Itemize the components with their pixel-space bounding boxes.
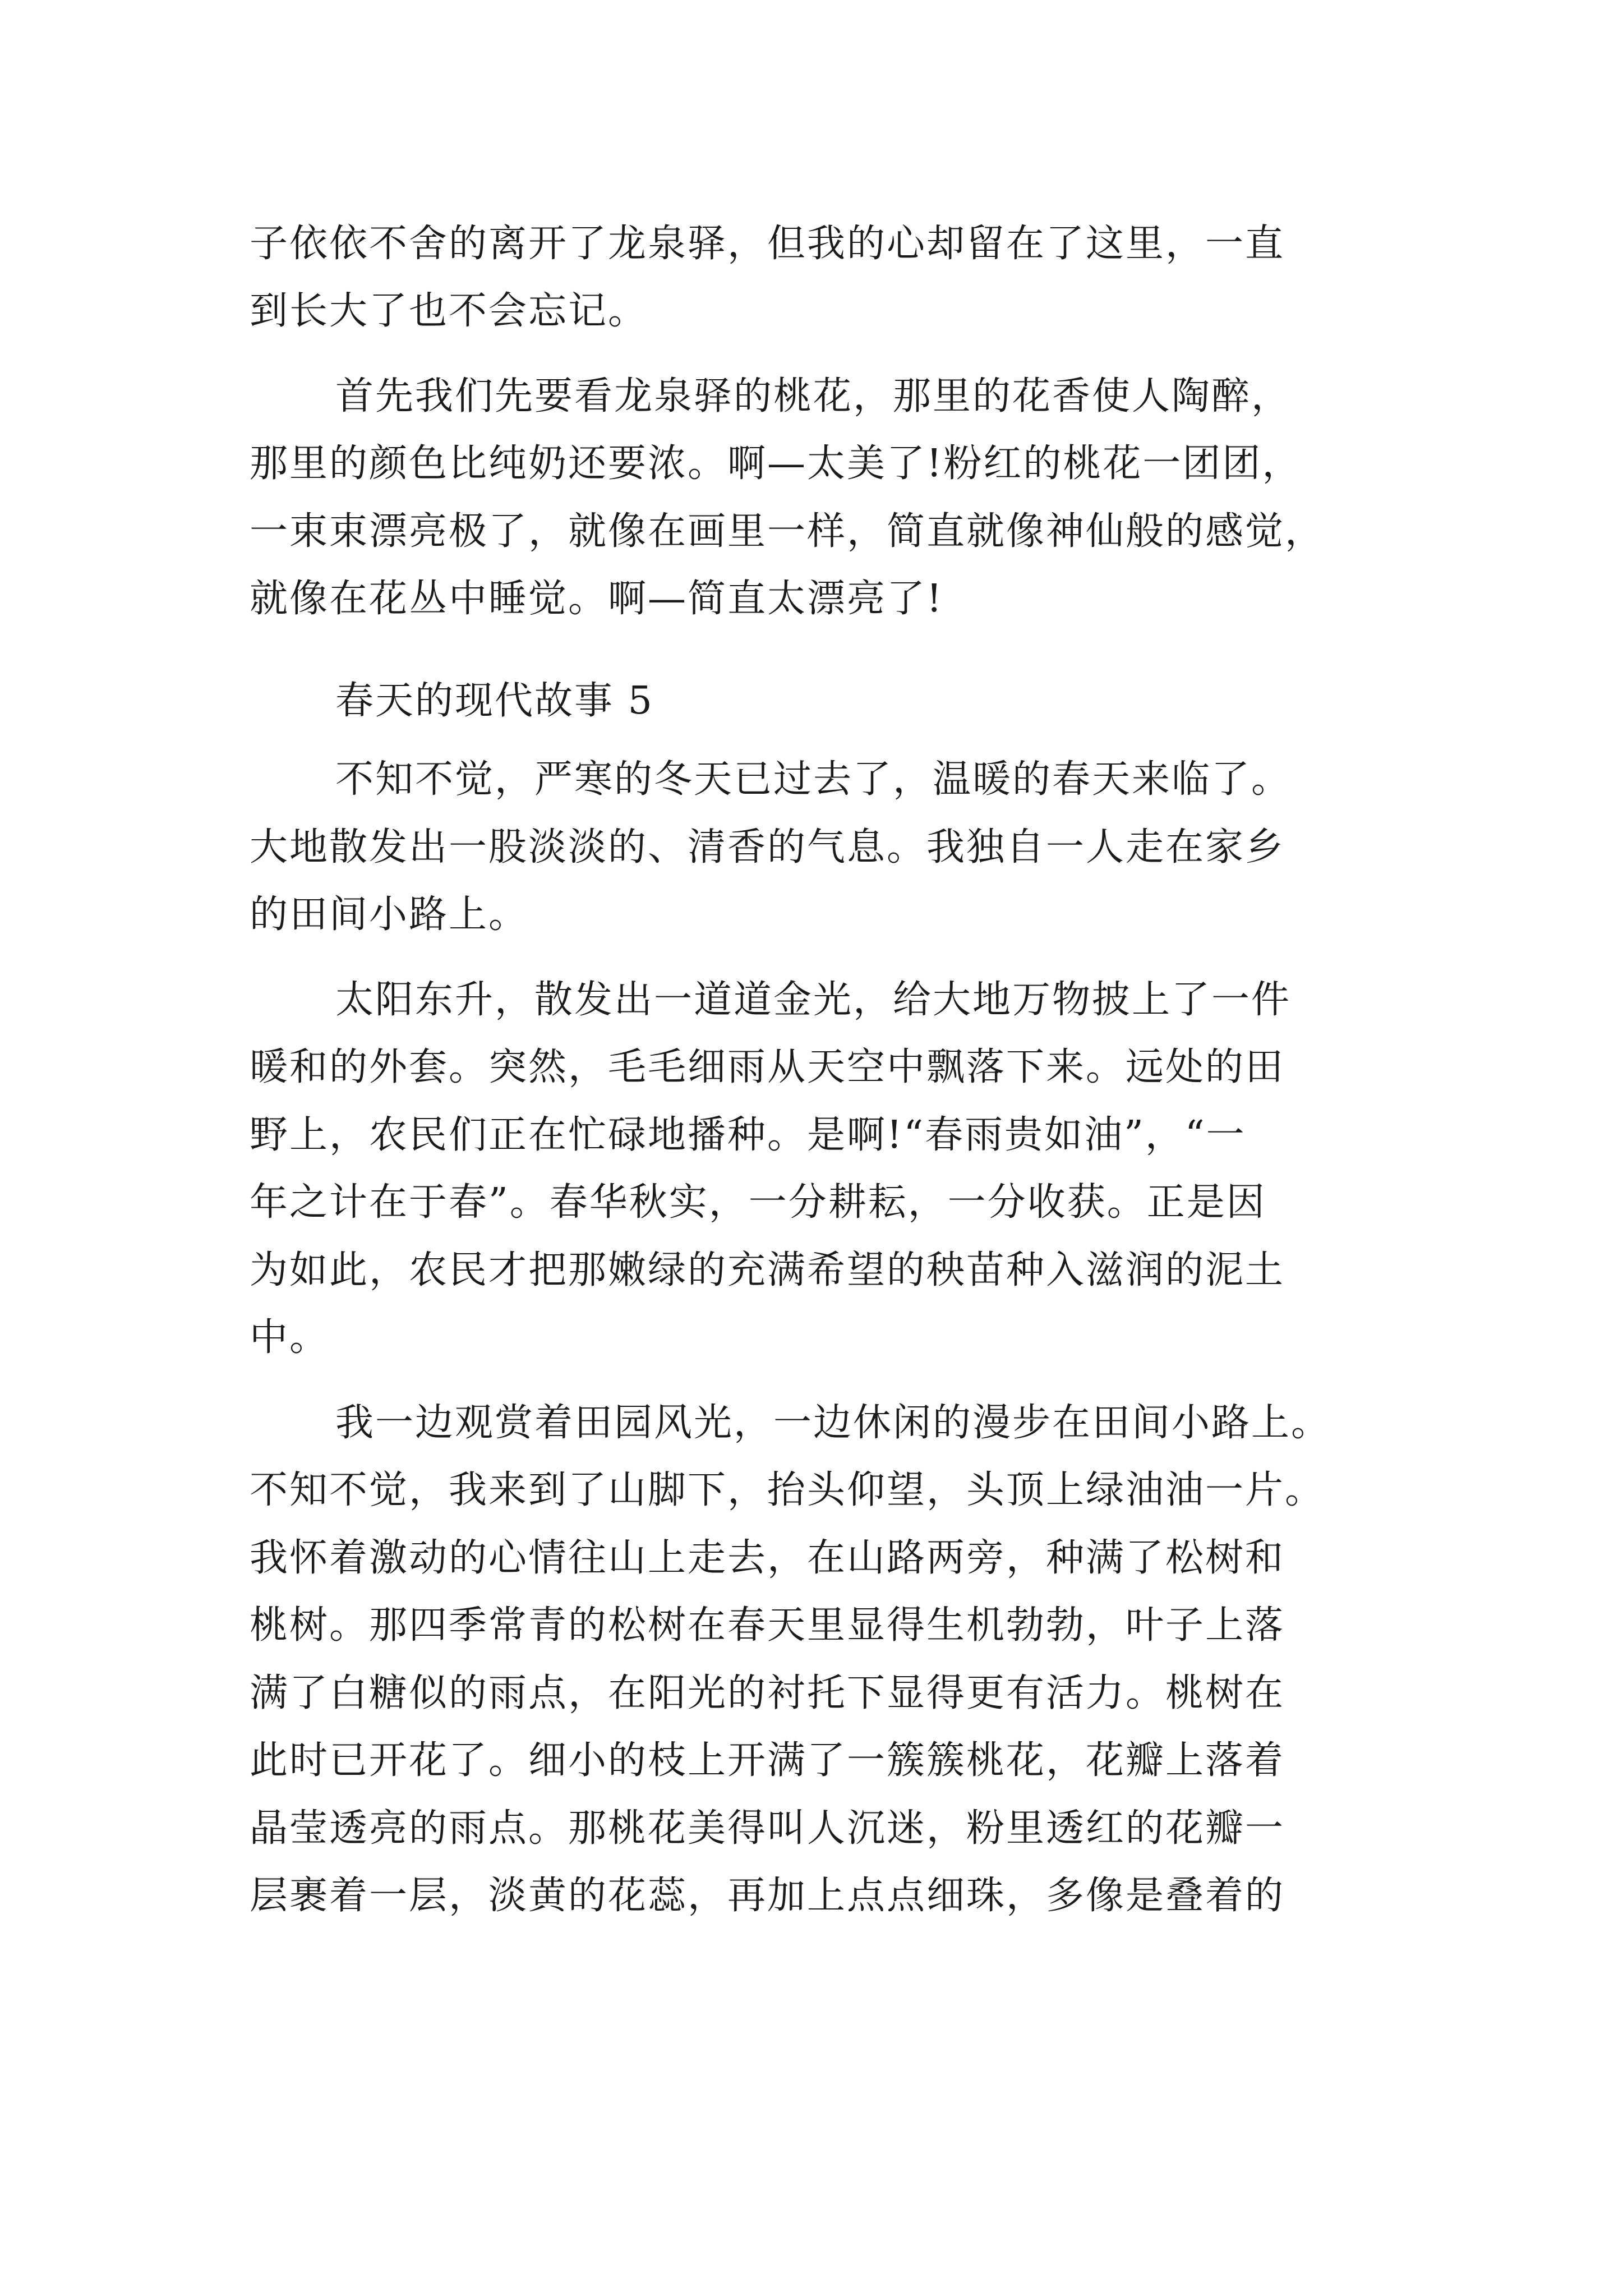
- text-line: 暖和的外套。突然，毛毛细雨从天空中飘落下来。远处的田: [250, 1045, 1285, 1089]
- text-line: 子依依不舍的离开了龙泉驿，但我的心却留在了这里，一直: [250, 222, 1285, 266]
- paragraph-first-line: 首先我们先要看龙泉驿的桃花，那里的花香使人陶醉，: [335, 374, 1292, 418]
- text-line: 就像在花丛中睡觉。啊—简直太漂亮了!: [250, 577, 944, 621]
- text-line: 那里的颜色比纯奶还要浓。啊—太美了!粉红的桃花一团团，: [250, 441, 1302, 486]
- text-line: 此时已开花了。细小的枝上开满了一簇簇桃花，花瓣上落着: [250, 1738, 1285, 1783]
- text-line: 大地散发出一股淡淡的、清香的气息。我独自一人走在家乡: [250, 825, 1285, 869]
- text-line: 野上，农民们正在忙碌地播种。是啊!“春雨贵如油”，“一: [250, 1113, 1246, 1157]
- section-heading: 春天的现代故事 5: [335, 679, 654, 723]
- text-line: 的田间小路上。: [250, 892, 529, 937]
- text-line: 中。: [250, 1315, 330, 1360]
- text-line: 晶莹透亮的雨点。那桃花美得叫人沉迷，粉里透红的花瓣一: [250, 1806, 1285, 1851]
- text-line: 一束束漂亮极了，就像在画里一样，简直就像神仙般的感觉，: [250, 509, 1325, 554]
- paragraph-first-line: 不知不觉，严寒的冬天已过去了，温暖的春天来临了。: [335, 757, 1292, 802]
- text-line: 桃树。那四季常青的松树在春天里显得生机勃勃，叶子上落: [250, 1603, 1285, 1648]
- paragraph-first-line: 太阳东升，散发出一道道金光，给大地万物披上了一件: [335, 978, 1292, 1022]
- text-line: 到长大了也不会忘记。: [250, 289, 648, 333]
- text-line: 不知不觉，我来到了山脚下，抬头仰望，头顶上绿油油一片。: [250, 1468, 1325, 1512]
- text-line: 层裹着一层，淡黄的花蕊，再加上点点细珠，多像是叠着的: [250, 1874, 1285, 1918]
- text-line: 我怀着激动的心情往山上走去，在山路两旁，种满了松树和: [250, 1536, 1285, 1580]
- text-line: 年之计在于春”。春华秋实，一分耕耘，一分收获。正是因: [250, 1180, 1266, 1225]
- text-line: 满了白糖似的雨点，在阳光的衬托下显得更有活力。桃树在: [250, 1671, 1285, 1715]
- text-line: 为如此，农民才把那嫩绿的充满希望的秧苗种入滋润的泥土: [250, 1248, 1285, 1292]
- paragraph-first-line: 我一边观赏着田园风光，一边休闲的漫步在田间小路上。: [335, 1401, 1331, 1445]
